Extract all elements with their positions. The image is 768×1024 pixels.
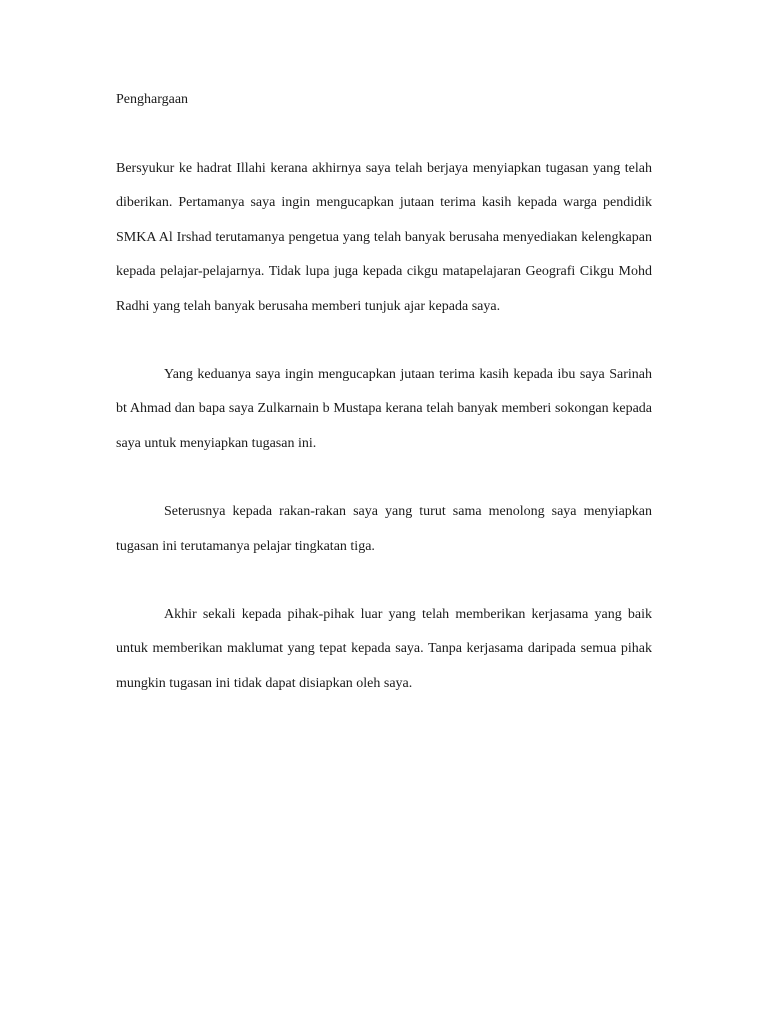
paragraph-intro: Bersyukur ke hadrat Illahi kerana akhirnya saya telah berjaya menyiapkan tugasan yang telah diberikan. Pertamanya saya ingin mengucapkan jutaan terima kasih kepada warga pendidik SMKA Al Irshad terutamanya pengetua yang telah banyak berusaha menyediakan kelengkapan kepada pelajar-pelajarnya. Tidak lupa juga kepada cikgu matapelajaran Geografi Cikgu Mohd Radhi yang telah banyak berusaha memberi tunjuk ajar kepada saya. bbox=[116, 161, 652, 314]
paragraph-parents: Yang keduanya saya ingin mengucapkan jutaan terima kasih kepada ibu saya Sarinah bt Ahmad dan bapa saya Zulkarnain b Mustapa kerana telah banyak memberi sokongan kepada saya untuk menyiapkan tugasan ini. bbox=[116, 367, 652, 451]
paragraph-friends: Seterusnya kepada rakan-rakan saya yang turut sama menolong saya menyiapkan tugasan ini terutamanya pelajar tingkatan tiga. bbox=[116, 504, 652, 554]
document-page bbox=[116, 90, 652, 701]
paragraph-external: Akhir sekali kepada pihak-pihak luar yang telah memberikan kerjasama yang baik untuk memberikan maklumat yang tepat kepada saya. Tanpa kerjasama daripada semua pihak mungkin tugasan ini tidak dapat disiapkan oleh saya. bbox=[116, 607, 652, 691]
document-heading: Penghargaan bbox=[116, 92, 189, 107]
